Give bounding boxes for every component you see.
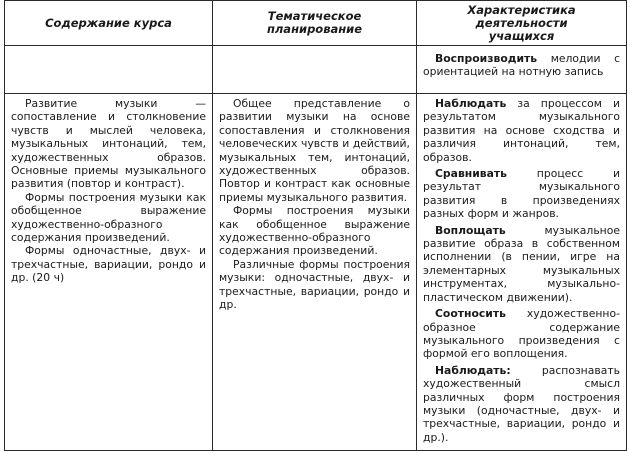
activity-keyword: Наблюдать [435,97,507,110]
cell-main-col2 [213,94,417,451]
header-student-activity: Характеристика деятельности учащихся [417,1,627,46]
activity-item [423,307,620,361]
activity-text: за процессом и результатом музыкального развития на основе сходства и различия интонаций, тем, образов. [423,97,620,164]
planning-paragraph: Общее представление о развитии музыки на основе сопоставления и столкновения человеческих чувств и действий, музыкальных тем, интонаций, художественных образов. Повтор и контраст как основные приемы музыкального развития. [219,97,410,204]
curriculum-table-page [4,0,626,444]
curriculum-table [4,0,627,451]
activity-keyword: Воспроизводить [435,52,538,65]
activity-item [423,364,620,444]
activity-text: художественно-образное содержание музыкального произведения с формой его воплощения. [423,307,620,361]
cell-main-col3 [417,94,627,451]
activity-keyword: Воплощать [435,223,506,237]
header-thematic-planning: Тематическое планирование [213,1,417,46]
activity-text: распознавать художественный смысл различных форм построения музыки (одночастные, двух- и трехчастные, вариации, рондо и др.). [423,363,620,444]
activity-keyword: Соотносить [435,307,506,321]
activity-item [423,97,620,164]
activity-keyword: Наблюдать: [435,363,511,377]
cell-top-col1 [5,46,213,94]
activity-text: процесс и результат музыкального развития в произведениях разных форм и жанров. [423,167,620,221]
cell-top-col3 [417,46,627,94]
table-row-top [5,46,627,94]
table-row-main [5,94,627,451]
course-paragraph: Формы построения музыки как обобщенное выражение художественно-образного содержания произведений. [11,190,206,245]
activity-text: музыкальное развитие образа в собственном исполнении (в пении, игре на элементарных музыкальных инструментах, музыкально-пластическом движении). [423,223,620,304]
course-paragraph: Формы одночастные, двух- и трехчастные, вариации, рондо и др. (20 ч) [11,244,206,285]
planning-paragraph: Формы построения музыки как обобщенное выражение художественно-образного содержания произведений. [219,204,410,258]
planning-paragraph: Различные формы построения музыки: одночастные, двух- и трехчастные, вариации, рондо и др. [219,257,410,312]
activity-item [423,224,620,304]
header-row [5,1,627,46]
activity-item [423,167,620,221]
header-course-content: Содержание курса [5,1,213,46]
activity-keyword: Сравнивать [435,167,507,181]
course-paragraph: Развитие музыки — сопоставление и столкновение чувств и мыслей человека, музыкальных интонаций, тем, художественных образов. Основные приемы музыкального развития (повтор и контраст). [11,97,206,191]
activity-text: мелодии с ориентацией на нотную запись [423,52,620,79]
cell-main-col1 [5,94,213,451]
cell-top-col2 [213,46,417,94]
